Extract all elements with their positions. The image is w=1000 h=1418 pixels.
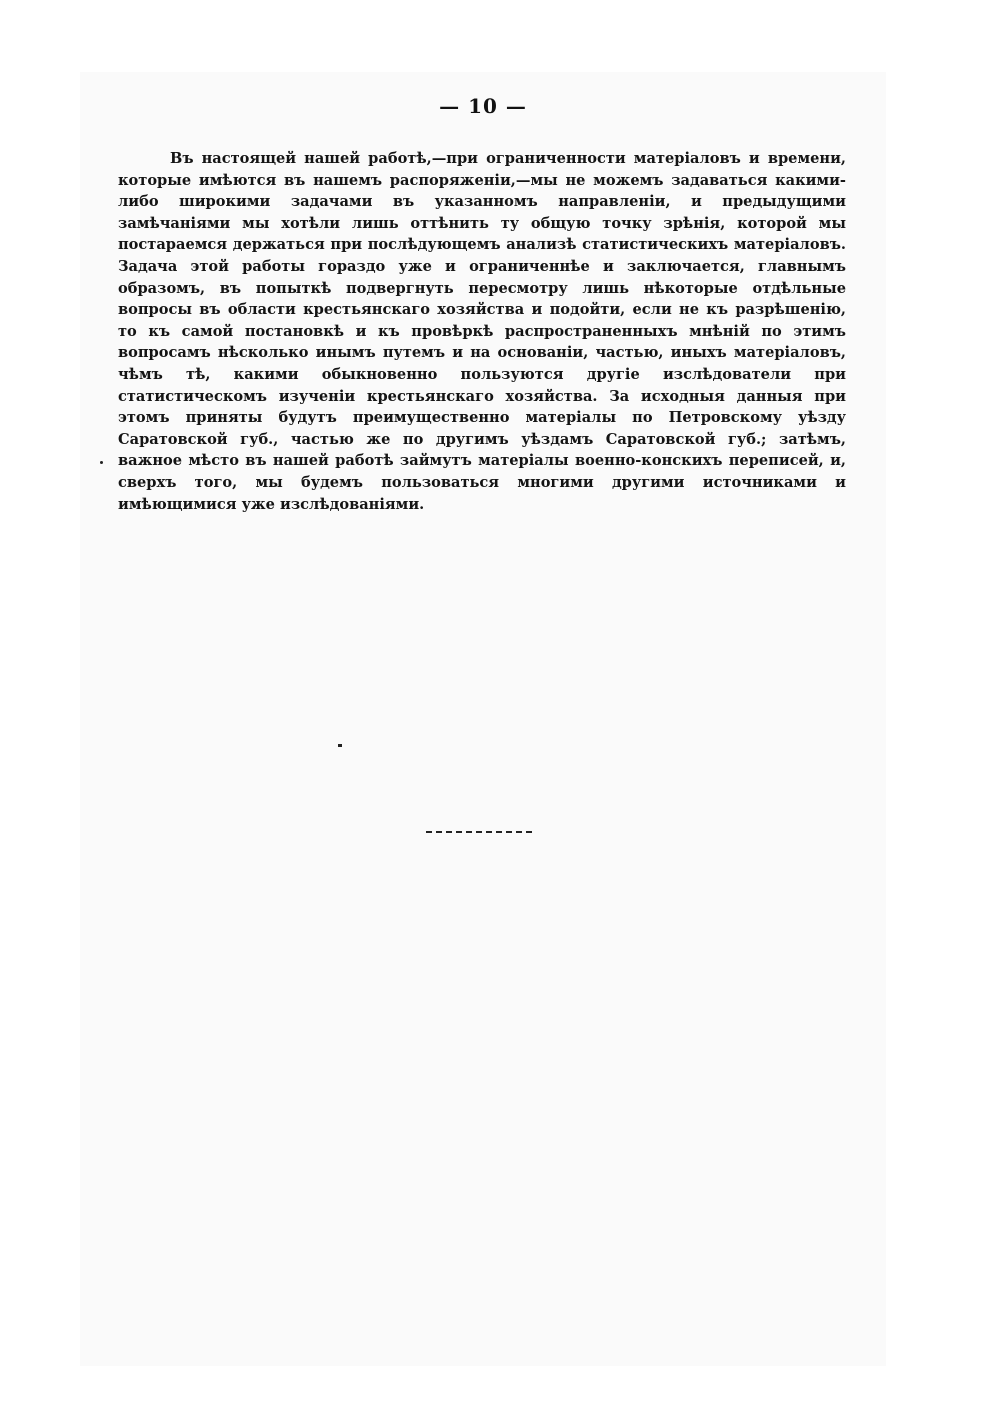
scanned-page: [80, 72, 886, 1366]
section-end-rule: [426, 831, 532, 833]
scan-speck: [338, 744, 342, 747]
margin-speck: [100, 461, 103, 464]
page-number: — 10 —: [439, 94, 527, 118]
body-paragraph: Въ настоящей нашей работѣ,—при ограниченности матеріаловъ и времени, которые имѣются въ нашемъ распоряженіи,—мы не можемъ задаваться какими-либо широкими задачами въ указанномъ направленіи, и предыдущими замѣчаніями мы хотѣли лишь оттѣнить ту общую точку зрѣнія, которой мы постараемся держаться при послѣдующемъ анализѣ статистическихъ матеріаловъ. Задача этой работы гораздо уже и ограниченнѣе и заключается, главнымъ образомъ, въ попыткѣ подвергнуть пересмотру лишь нѣкоторые отдѣльные вопросы въ области крестьянскаго хозяйства и подойти, если не къ разрѣшенію, то къ самой постановкѣ и къ провѣркѣ распространенныхъ мнѣній по этимъ вопросамъ нѣсколько инымъ путемъ и на основаніи, частью, иныхъ матеріаловъ, чѣмъ тѣ, какими обыкновенно пользуются другіе изслѣдователи при статистическомъ изученіи крестьянскаго хозяйства. За исходныя данныя при этомъ приняты будутъ преимущественно матеріалы по Петровскому уѣзду Саратовской губ., частью же по другимъ уѣздамъ Саратовской губ.; затѣмъ, важное мѣсто въ нашей работѣ займутъ матеріалы военно-конскихъ переписей, и, сверхъ того, мы будемъ пользоваться многими другими источниками и имѣющимися уже изслѣдованіями.: [118, 150, 846, 513]
